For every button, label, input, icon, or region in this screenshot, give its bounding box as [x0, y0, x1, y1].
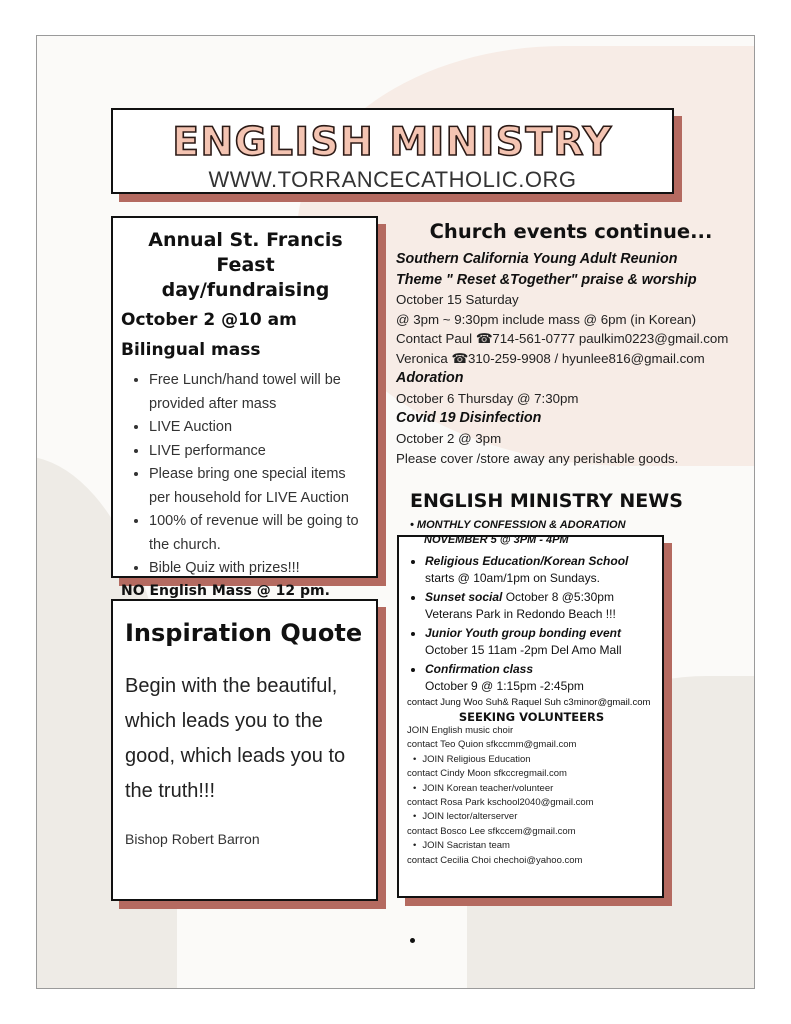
seeking-volunteers: SEEKING VOLUNTEERS	[458, 710, 605, 724]
reunion-time: @ 3pm ~ 9:30pm include mass @ 6pm (in Korean)	[396, 311, 697, 327]
volunteer-text: JOIN Religious Education	[422, 753, 531, 765]
list-item: • Please bring one special items per household for LIVE Auction	[149, 463, 370, 510]
covid-note: Please cover /store away any perishable goods.	[396, 450, 679, 466]
sunset-date: October 8 @5:30pm	[502, 590, 614, 604]
volunteer-line: contact Rosa Park kschool2040@gmail.com	[407, 797, 594, 809]
list-item: • 100% of revenue will be going to the church.	[149, 510, 370, 557]
quote-heading: Inspiration Quote	[125, 619, 363, 647]
page-dot	[410, 938, 415, 943]
list-item: • Free Lunch/hand towel will be provided after mass	[149, 369, 370, 416]
quote-author: Bishop Robert Barron	[125, 831, 260, 847]
covid-date: October 2 @ 3pm	[396, 430, 502, 446]
feast-title	[121, 228, 370, 303]
header-box	[111, 108, 674, 194]
events-section	[396, 220, 746, 468]
quote-box	[111, 599, 378, 901]
feast-title-line1: Annual St. Francis Feast	[148, 229, 343, 276]
volunteer-line	[407, 753, 656, 767]
list-item	[425, 625, 656, 659]
news-list	[407, 553, 656, 695]
feast-title-line2: day/fundraising	[161, 279, 330, 301]
confirmation-title: Confirmation class	[425, 662, 534, 676]
confirmation-contact: contact Jung Woo Suh& Raquel Suh c3minor@gmail.com	[407, 697, 651, 708]
list-item	[425, 589, 656, 623]
volunteer-line: contact Cecilia Choi chechoi@yahoo.com	[407, 854, 583, 866]
bullet-icon: •	[413, 753, 417, 765]
reunion-theme: Theme " Reset &Together" praise & worship	[396, 271, 697, 288]
bullet-icon: •	[413, 782, 417, 794]
volunteer-line: contact Teo Quion sfkccmm@gmail.com	[407, 739, 577, 751]
list-item: • Bible Quiz with prizes!!!	[149, 557, 370, 581]
volunteer-line	[407, 839, 656, 853]
religious-title: Religious Education/Korean School	[425, 554, 629, 568]
events-heading: Church events continue...	[429, 220, 713, 243]
volunteer-text: JOIN Sacristan team	[422, 840, 510, 852]
feast-date: October 2 @10 am	[121, 310, 297, 330]
monthly-line1: MONTHLY CONFESSION & ADORATION	[416, 519, 626, 531]
list-item: • LIVE performance	[149, 440, 370, 464]
news-heading: ENGLISH MINISTRY NEWS	[410, 490, 683, 512]
adoration-title: Adoration	[396, 370, 464, 387]
volunteer-line: JOIN English music choir	[407, 725, 514, 736]
feast-mass: Bilingual mass	[121, 340, 261, 360]
reunion-title: Southern California Young Adult Reunion	[396, 251, 678, 267]
volunteer-line	[407, 810, 656, 824]
list-item	[425, 661, 656, 695]
list-item: • LIVE Auction	[149, 416, 370, 440]
covid-title: Covid 19 Disinfection	[396, 410, 542, 427]
sunset-title: Sunset social	[425, 590, 503, 604]
feast-list	[121, 369, 370, 581]
adoration-date: October 6 Thursday @ 7:30pm	[396, 390, 579, 406]
sunset-detail: Veterans Park in Redondo Beach !!!	[425, 607, 616, 621]
quote-text: Begin with the beautiful, which leads you to the good, which leads you to the truth!!!	[125, 675, 346, 802]
volunteer-text: JOIN lector/alterserver	[422, 811, 518, 823]
volunteer-text: JOIN Korean teacher/volunteer	[422, 782, 554, 794]
bullet-icon: •	[413, 840, 417, 852]
reunion-contact: Contact Paul ☎714-561-0777 paulkim0223@gmail.com	[396, 331, 729, 347]
monthly-confession	[410, 518, 626, 548]
feast-box	[111, 216, 378, 599]
junior-detail: October 15 11am -2pm Del Amo Mall	[425, 643, 622, 657]
reunion-date: October 15 Saturday	[396, 292, 519, 307]
list-item	[425, 553, 656, 587]
volunteer-line	[407, 782, 656, 796]
news-box	[397, 535, 664, 898]
no-mass-notice: NO English Mass @ 12 pm.	[121, 582, 330, 599]
reunion-contact: Veronica ☎310-259-9908 / hyunlee816@gmail.com	[396, 350, 705, 366]
volunteer-line: contact Cindy Moon sfkccregmail.com	[407, 768, 567, 780]
junior-title: Junior Youth group bonding event	[425, 626, 621, 640]
bullet-icon: •	[410, 519, 417, 531]
religious-detail: starts @ 10am/1pm on Sundays.	[425, 571, 600, 585]
bullet-icon: •	[413, 811, 417, 823]
website-link[interactable]: WWW.TORRANCECATHOLIC.ORG	[208, 167, 577, 192]
volunteer-line: contact Bosco Lee sfkccem@gmail.com	[407, 825, 576, 837]
confirmation-date: October 9 @ 1:15pm -2:45pm	[425, 679, 584, 693]
page-title: ENGLISH MINISTRY	[172, 120, 613, 165]
monthly-line2: NOVEMBER 5 @ 3PM - 4PM	[424, 534, 569, 546]
